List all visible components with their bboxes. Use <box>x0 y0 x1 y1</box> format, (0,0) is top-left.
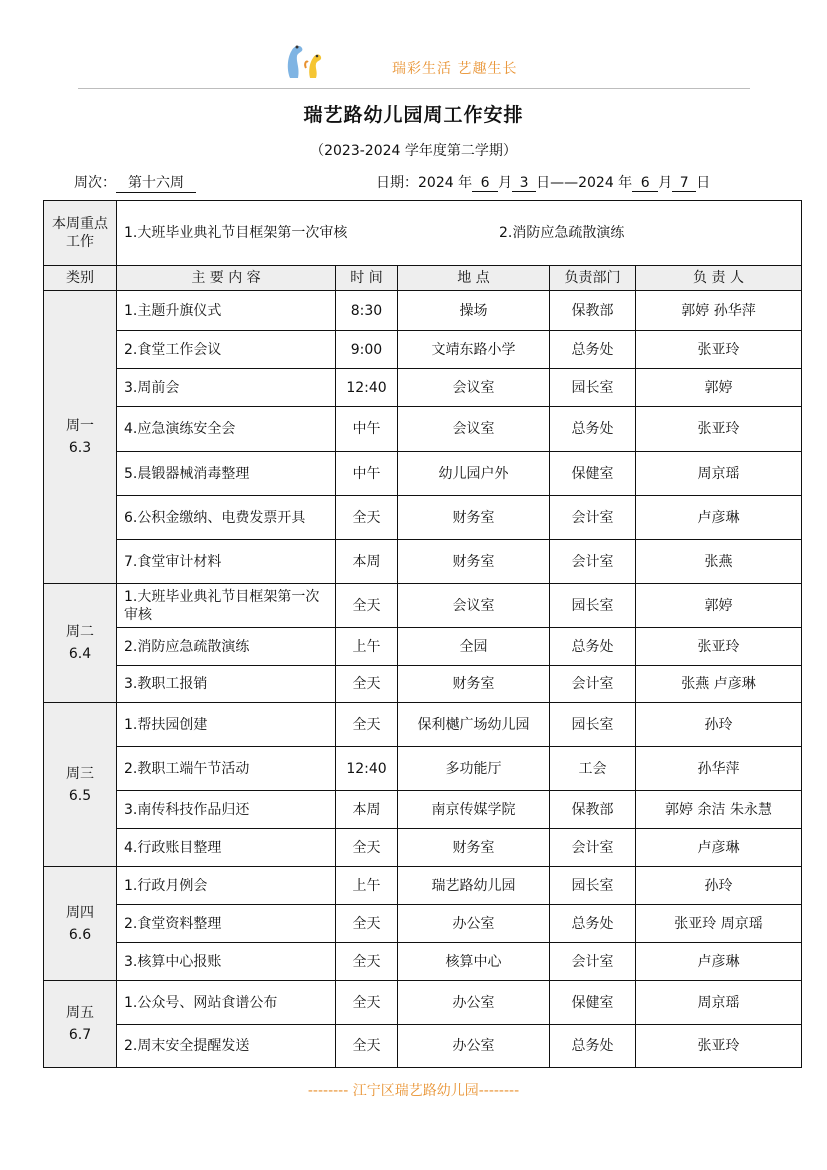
day-cell <box>44 703 117 867</box>
footer: -------- 江宁区瑞艺路幼儿园-------- <box>307 1083 520 1099</box>
item-dept: 保健室 <box>550 452 636 496</box>
item-dept: 总务处 <box>550 331 636 369</box>
item-dept: 会计室 <box>550 666 636 703</box>
month-char: 月 <box>658 175 673 191</box>
table-row <box>44 628 802 666</box>
date-range <box>376 172 710 192</box>
item-dept: 保教部 <box>550 791 636 829</box>
item-place: 会议室 <box>398 584 550 628</box>
item-content: 2.食堂工作会议 <box>117 331 336 369</box>
item-person: 张亚玲 <box>636 1025 802 1068</box>
table-row <box>44 829 802 867</box>
day-name: 周四 <box>66 904 94 921</box>
focus-item: 1.大班毕业典礼节目框架第一次审核 <box>124 225 348 241</box>
end-month: 6 <box>632 175 658 192</box>
item-time: 全天 <box>336 981 398 1025</box>
item-person: 郭婷 孙华萍 <box>636 291 802 331</box>
item-person: 张燕 <box>636 540 802 584</box>
day-cell <box>44 867 117 981</box>
focus-items <box>117 201 802 266</box>
day-cell <box>44 584 117 703</box>
item-person: 郭婷 <box>636 369 802 407</box>
item-place: 财务室 <box>398 829 550 867</box>
item-place: 财务室 <box>398 540 550 584</box>
focus-label: 本周重点工作 <box>44 201 117 266</box>
item-person: 孙玲 <box>636 867 802 905</box>
item-content: 1.帮扶园创建 <box>117 703 336 747</box>
day-cell <box>44 981 117 1068</box>
item-place: 操场 <box>398 291 550 331</box>
item-time: 中午 <box>336 452 398 496</box>
item-time: 上午 <box>336 867 398 905</box>
item-person: 卢彦琳 <box>636 829 802 867</box>
item-dept: 园长室 <box>550 369 636 407</box>
item-place: 办公室 <box>398 981 550 1025</box>
item-place: 财务室 <box>398 666 550 703</box>
item-dept: 园长室 <box>550 584 636 628</box>
item-content: 1.大班毕业典礼节目框架第一次审核 <box>117 584 336 628</box>
table-row <box>44 867 802 905</box>
item-time: 本周 <box>336 791 398 829</box>
item-time: 全天 <box>336 666 398 703</box>
table-row <box>44 703 802 747</box>
day-name: 周三 <box>66 765 94 782</box>
table-row <box>44 369 802 407</box>
table-row <box>44 584 802 628</box>
item-place: 财务室 <box>398 496 550 540</box>
week-value: 第十六周 <box>116 172 196 193</box>
table-row <box>44 1025 802 1068</box>
day-name: 周一 <box>66 418 94 434</box>
week-label: 周次： <box>74 175 116 191</box>
item-content: 3.南传科技作品归还 <box>117 791 336 829</box>
item-place: 会议室 <box>398 407 550 452</box>
item-content: 2.周末安全提醒发送 <box>117 1025 336 1068</box>
range-separator: 日——2024 年 <box>536 175 633 191</box>
page-subtitle: （2023-2024 学年度第二学期） <box>310 143 517 159</box>
day-name: 周二 <box>66 624 94 640</box>
item-time: 8:30 <box>336 291 398 331</box>
item-time: 全天 <box>336 829 398 867</box>
item-place: 核算中心 <box>398 943 550 981</box>
item-content: 1.公众号、网站食谱公布 <box>117 981 336 1025</box>
column-header: 时 间 <box>336 266 398 291</box>
item-time: 12:40 <box>336 369 398 407</box>
item-dept: 会计室 <box>550 496 636 540</box>
item-content: 4.行政账目整理 <box>117 829 336 867</box>
item-dept: 保教部 <box>550 291 636 331</box>
start-day: 3 <box>512 175 536 192</box>
schedule-table <box>43 200 802 1068</box>
item-person: 张亚玲 <box>636 331 802 369</box>
table-row <box>44 981 802 1025</box>
item-place: 南京传媒学院 <box>398 791 550 829</box>
column-header-row <box>44 266 802 291</box>
day-date: 6.3 <box>68 440 92 456</box>
column-header: 地 点 <box>398 266 550 291</box>
item-place: 保利樾广场幼儿园 <box>398 703 550 747</box>
day-date: 6.4 <box>68 646 92 662</box>
item-place: 会议室 <box>398 369 550 407</box>
day-date: 6.7 <box>68 1027 92 1043</box>
item-place: 瑞艺路幼儿园 <box>398 867 550 905</box>
item-content: 7.食堂审计材料 <box>117 540 336 584</box>
table-row <box>44 452 802 496</box>
item-content: 2.教职工端午节活动 <box>117 747 336 791</box>
item-person: 张亚玲 <box>636 407 802 452</box>
item-content: 3.核算中心报账 <box>117 943 336 981</box>
item-content: 4.应急演练安全会 <box>117 407 336 452</box>
item-dept: 总务处 <box>550 905 636 943</box>
day-date: 6.6 <box>68 926 92 943</box>
item-time: 12:40 <box>336 747 398 791</box>
item-place: 文靖东路小学 <box>398 331 550 369</box>
week-info <box>74 172 196 193</box>
item-person: 周京瑶 <box>636 452 802 496</box>
column-header: 主 要 内 容 <box>117 266 336 291</box>
day-char: 日 <box>696 175 711 191</box>
date-label: 日期：2024 年 <box>376 175 473 191</box>
item-dept: 会计室 <box>550 540 636 584</box>
page-title: 瑞艺路幼儿园周工作安排 <box>303 104 524 126</box>
item-person: 张燕 卢彦琳 <box>636 666 802 703</box>
item-time: 中午 <box>336 407 398 452</box>
item-place: 多功能厅 <box>398 747 550 791</box>
item-person: 张亚玲 周京瑶 <box>636 905 802 943</box>
item-content: 1.行政月例会 <box>117 867 336 905</box>
item-content: 2.食堂资料整理 <box>117 905 336 943</box>
table-row <box>44 407 802 452</box>
day-cell <box>44 291 117 584</box>
item-person: 郭婷 <box>636 584 802 628</box>
item-dept: 总务处 <box>550 407 636 452</box>
item-dept: 会计室 <box>550 829 636 867</box>
table-row <box>44 540 802 584</box>
item-person: 孙玲 <box>636 703 802 747</box>
item-time: 全天 <box>336 584 398 628</box>
column-header: 类别 <box>44 266 117 291</box>
item-time: 9:00 <box>336 331 398 369</box>
item-dept: 园长室 <box>550 703 636 747</box>
item-person: 卢彦琳 <box>636 496 802 540</box>
item-dept: 总务处 <box>550 628 636 666</box>
table-row <box>44 496 802 540</box>
item-dept: 保健室 <box>550 981 636 1025</box>
table-row <box>44 331 802 369</box>
column-header: 负 责 人 <box>636 266 802 291</box>
table-row <box>44 791 802 829</box>
item-time: 全天 <box>336 703 398 747</box>
item-content: 6.公积金缴纳、电费发票开具 <box>117 496 336 540</box>
item-person: 卢彦琳 <box>636 943 802 981</box>
item-person: 孙华萍 <box>636 747 802 791</box>
item-dept: 园长室 <box>550 867 636 905</box>
item-time: 全天 <box>336 1025 398 1068</box>
item-time: 全天 <box>336 496 398 540</box>
item-person: 郭婷 余洁 朱永慧 <box>636 791 802 829</box>
item-dept: 会计室 <box>550 943 636 981</box>
table-row <box>44 943 802 981</box>
item-content: 3.教职工报销 <box>117 666 336 703</box>
item-content: 5.晨锻器械消毒整理 <box>117 452 336 496</box>
item-content: 2.消防应急疏散演练 <box>117 628 336 666</box>
table-row <box>44 291 802 331</box>
item-content: 3.周前会 <box>117 369 336 407</box>
header-divider <box>78 88 750 89</box>
item-dept: 总务处 <box>550 1025 636 1068</box>
item-dept: 工会 <box>550 747 636 791</box>
item-person: 张亚玲 <box>636 628 802 666</box>
item-time: 全天 <box>336 943 398 981</box>
focus-row <box>44 201 802 266</box>
start-month: 6 <box>472 175 498 192</box>
table-row <box>44 747 802 791</box>
table-row <box>44 666 802 703</box>
column-header: 负责部门 <box>550 266 636 291</box>
item-content: 1.主题升旗仪式 <box>117 291 336 331</box>
item-place: 全园 <box>398 628 550 666</box>
item-person: 周京瑶 <box>636 981 802 1025</box>
item-place: 办公室 <box>398 905 550 943</box>
item-place: 幼儿园户外 <box>398 452 550 496</box>
slogan: 瑞彩生活 艺趣生长 <box>392 61 518 77</box>
seahorse-logo-icon <box>280 38 330 82</box>
day-date: 6.5 <box>68 787 92 804</box>
day-name: 周五 <box>66 1005 94 1021</box>
month-char: 月 <box>498 175 513 191</box>
focus-item: 2.消防应急疏散演练 <box>499 225 625 241</box>
item-place: 办公室 <box>398 1025 550 1068</box>
page-header <box>0 0 827 100</box>
item-time: 全天 <box>336 905 398 943</box>
table-row <box>44 905 802 943</box>
item-time: 上午 <box>336 628 398 666</box>
item-time: 本周 <box>336 540 398 584</box>
end-day: 7 <box>672 175 696 192</box>
